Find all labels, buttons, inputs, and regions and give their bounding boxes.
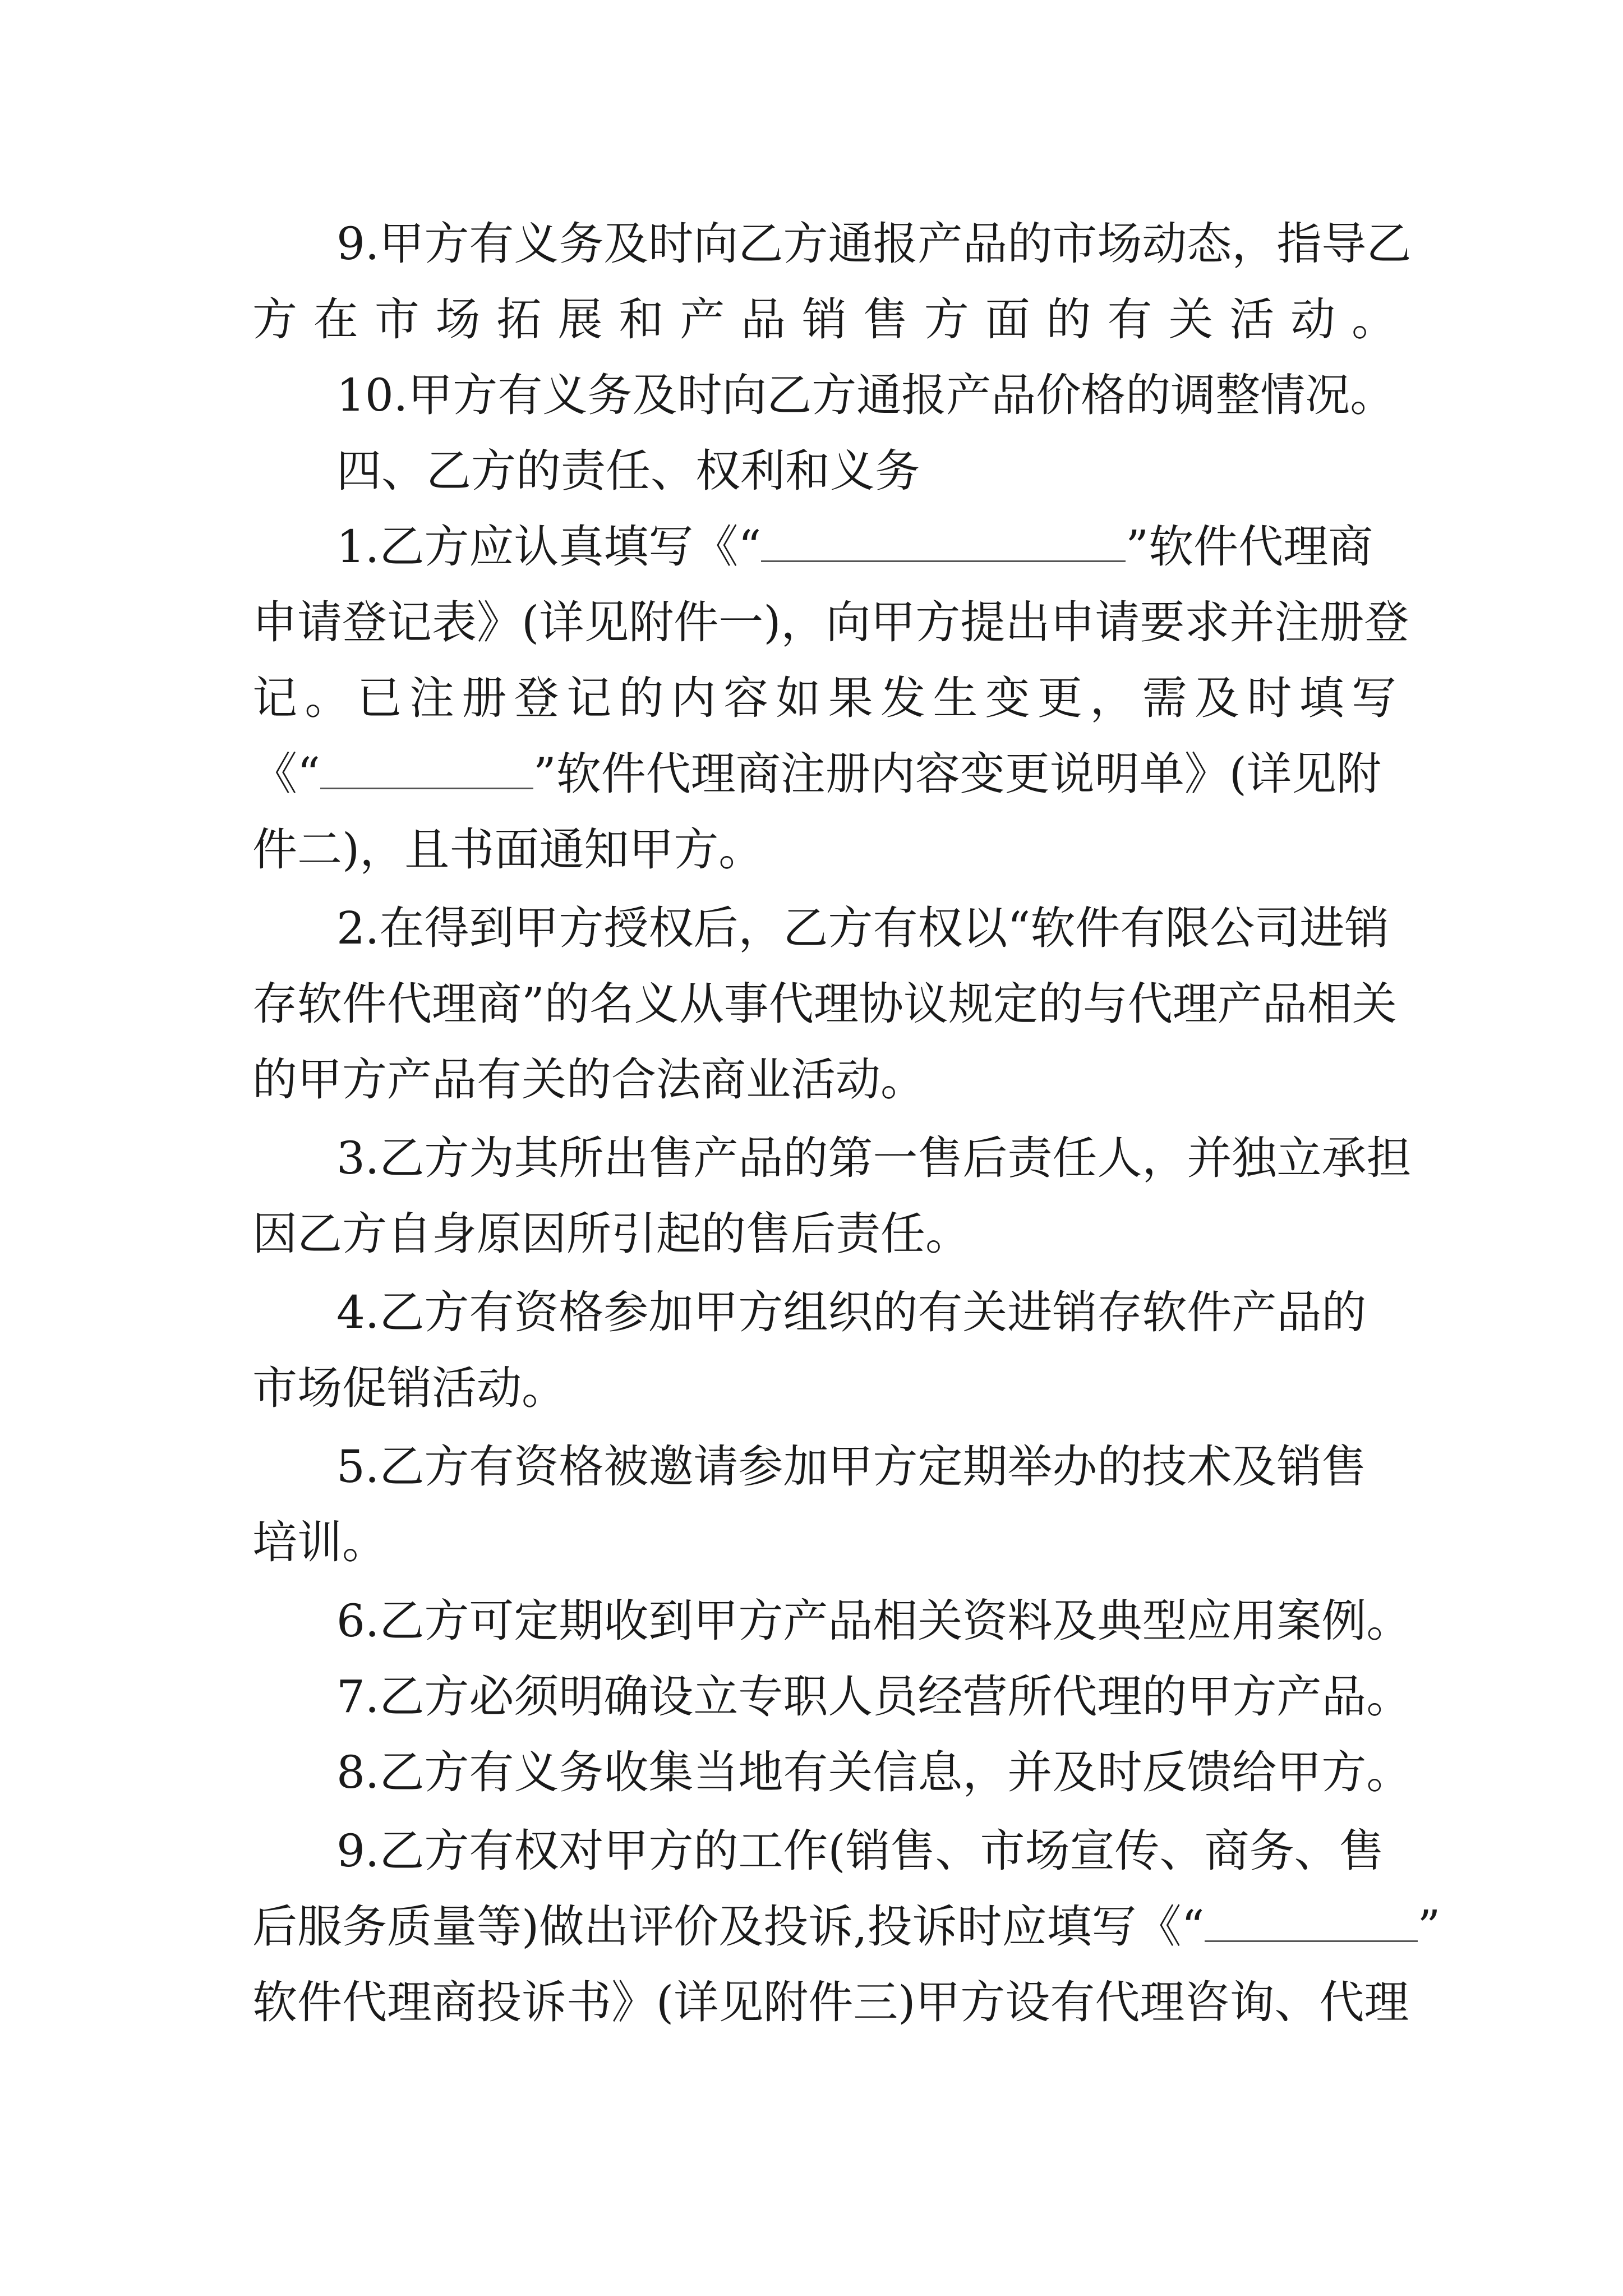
paragraph-line: 10.甲方有义务及时向乙方通报产品价格的调整情况。 xyxy=(336,369,1395,421)
paragraph-line: 方在市场拓展和产品销售方面的有关活动。 xyxy=(252,293,1396,346)
paragraph-line: 件二)，且书面通知甲方。 xyxy=(252,823,764,876)
paragraph-line: 软件代理商投诉书》(详见附件三)甲方设有代理咨询、代理 xyxy=(252,1976,1409,2028)
paragraph-line: 3.乙方为其所出售产品的第一售后责任人，并独立承担 xyxy=(336,1132,1412,1184)
paragraph-line: 7.乙方必须明确设立专职人员经营所代理的甲方产品。 xyxy=(336,1671,1412,1723)
paragraph-line: 申请登记表》(详见附件一)，向甲方提出申请要求并注册登 xyxy=(252,596,1409,648)
paragraph-line: 后服务质量等)做出评价及投诉,投诉时应填写《“ ” xyxy=(252,1901,1441,1953)
paragraph-line: 8.乙方有义务收集当地有关信息，并及时反馈给甲方。 xyxy=(336,1746,1412,1798)
paragraph-line: 9.乙方有权对甲方的工作(销售、市场宣传、商务、售 xyxy=(336,1825,1384,1877)
paragraph-line: 《“ ”软件代理商注册内容变更说明单》(详见附 xyxy=(252,748,1382,800)
paragraph-line: 存软件代理商”的名义从事代理协议规定的与代理产品相关 xyxy=(252,978,1397,1030)
paragraph-line: 因乙方自身原因所引起的售后责任。 xyxy=(252,1208,970,1260)
section-heading: 四、乙方的责任、权利和义务 xyxy=(336,445,920,497)
fill-in-blank xyxy=(761,521,1126,562)
fill-in-blank xyxy=(1205,1901,1418,1942)
paragraph-line: 6.乙方可定期收到甲方产品相关资料及典型应用案例。 xyxy=(336,1595,1412,1647)
paragraph-line: 的甲方产品有关的合法商业活动。 xyxy=(252,1053,925,1106)
paragraph-line: 4.乙方有资格参加甲方组织的有关进销存软件产品的 xyxy=(336,1286,1367,1338)
paragraph-line: 1.乙方应认真填写《“ ”软件代理商 xyxy=(336,521,1373,573)
paragraph-line: 记。已注册登记的内容如果发生变更，需及时填写 xyxy=(252,672,1396,724)
paragraph-line: 9.甲方有义务及时向乙方通报产品的市场动态，指导乙 xyxy=(336,218,1412,270)
paragraph-line: 5.乙方有资格被邀请参加甲方定期举办的技术及销售 xyxy=(336,1441,1367,1493)
paragraph-line: 2.在得到甲方授权后，乙方有权以“软件有限公司进销 xyxy=(336,902,1390,954)
paragraph-line: 培训。 xyxy=(252,1516,387,1568)
paragraph-line: 市场促销活动。 xyxy=(252,1362,566,1414)
fill-in-blank xyxy=(320,748,533,789)
